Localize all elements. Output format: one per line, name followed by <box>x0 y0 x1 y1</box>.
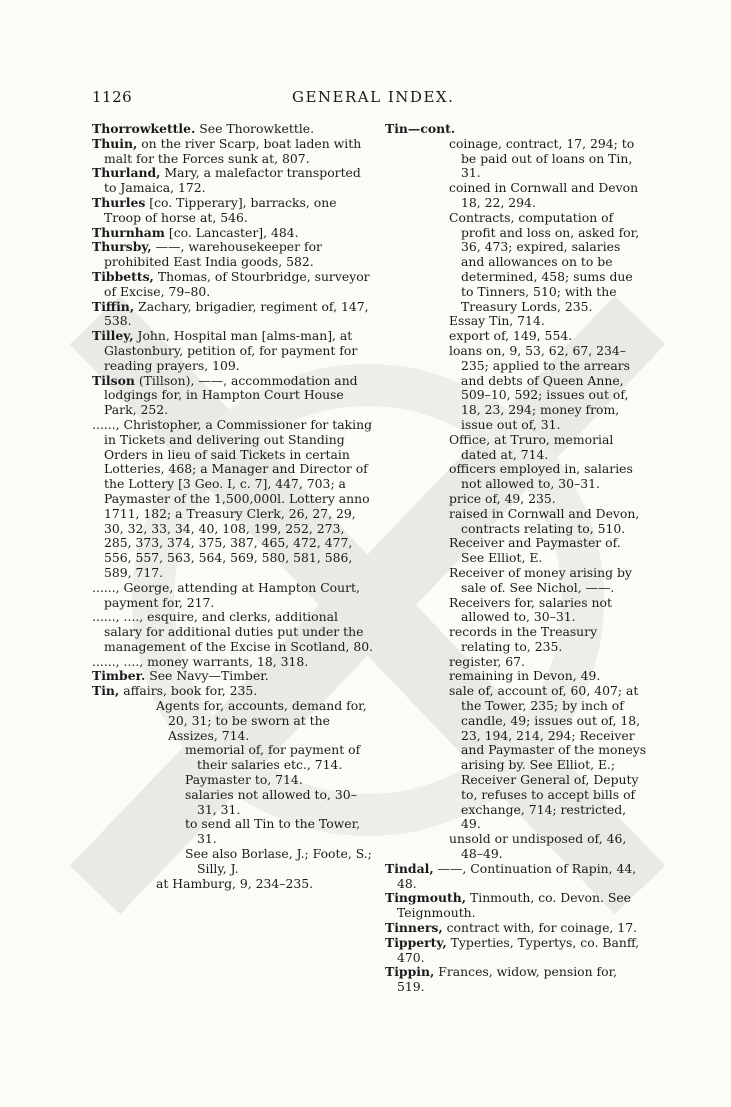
index-entry <box>92 610 375 654</box>
index-entry <box>92 581 375 611</box>
index-entry <box>92 329 375 373</box>
index-entry-text: price of, 49, 235. <box>449 490 556 506</box>
index-entry-text: ——, warehousekeeper for prohibited East India goods, 582. <box>104 239 322 270</box>
index-entry-text: records in the Treasury relating to, 235. <box>449 624 598 654</box>
index-entry-head: Thurles <box>92 194 146 210</box>
index-entry <box>385 862 647 892</box>
index-entry-text: ......, George, attending at Hampton Court, payment for, 217. <box>92 579 360 610</box>
index-entry-text: loans on, 9, 53, 62, 67, 234–235; applied to the arrears and debts of Queen Anne, 509–10, 592; issues out of, 18, 23, 294; money from, issue out of, 31. <box>449 342 630 432</box>
index-entry-head: Thurland, <box>92 165 161 181</box>
index-entry-text: John, Hospital man [alms-man], at Glastonbury, petition of, for payment for reading prayers, 109. <box>104 328 358 373</box>
index-entry-text: memorial of, for payment of their salaries etc., 714. <box>185 742 361 773</box>
index-entry <box>449 684 647 832</box>
index-entry-text: [co. Tipperary], barracks, one Troop of horse at, 546. <box>104 194 337 225</box>
index-entry <box>449 433 647 463</box>
index-entry <box>449 344 647 433</box>
index-entry-head: Thurnham <box>92 224 165 240</box>
index-column-right <box>385 122 647 995</box>
index-entry-text: to send all Tin to the Tower, 31. <box>185 816 361 847</box>
index-entry-text: export of, 149, 554. <box>449 328 573 344</box>
index-entry-text: ——, Continuation of Rapin, 44, 48. <box>397 860 637 891</box>
index-entry-text: See Thorowkettle. <box>195 121 315 136</box>
index-entry-text: sale of, account of, 60, 407; at the Tower, 235; by inch of candle, 49; issues out of, 18, 23, 194, 214, 294; Receiver and Paymaster of the moneys arising by. See Elliot, E.; Receiver General of, Deputy to, refuses to accept bills of exchange, 714; restricted, 49. <box>449 683 647 832</box>
index-entry-head: Thorrowkettle. <box>92 121 196 136</box>
index-column-left <box>92 122 375 891</box>
index-entry <box>449 314 647 329</box>
index-entry-text: contract with, for coinage, 17. <box>442 920 638 936</box>
index-entry-head: Tin, <box>92 683 120 699</box>
index-entry-text: Agents for, accounts, demand for, 20, 31; to be sworn at the Assizes, 714. <box>156 698 367 743</box>
index-entry-head: Tilley, <box>92 328 134 344</box>
index-entry-text: officers employed in, salaries not allowed to, 30–31. <box>449 461 633 492</box>
index-entry-text: coined in Cornwall and Devon 18, 22, 294. <box>449 180 639 210</box>
index-entry <box>92 137 375 167</box>
index-entry <box>185 788 375 818</box>
running-title: GENERAL INDEX. <box>292 88 455 106</box>
index-entry-head: Tilson <box>92 372 135 388</box>
index-entry <box>92 300 375 330</box>
index-entry-text: remaining in Devon, 49. <box>449 668 601 684</box>
index-entry <box>449 507 647 537</box>
index-entry-head: Timber. <box>92 668 146 684</box>
index-entry-text: Receiver of money arising by sale of. See Nichol, ——. <box>449 564 632 595</box>
index-entry <box>385 965 647 995</box>
index-entry <box>449 211 647 315</box>
index-entry-text: [co. Lancaster], 484. <box>164 224 299 240</box>
index-entry <box>449 669 647 684</box>
page-number: 1126 <box>92 88 133 106</box>
index-entry-text: (Tillson), ——, accommodation and lodgings for, in Hampton Court House Park, 252. <box>104 372 358 418</box>
index-entry <box>449 655 647 670</box>
index-entry-text: ......, Christopher, a Commissioner for taking in Tickets and delivering out Standing Orders in lieu of said Tickets in certain Lotteries, 468; a Manager and Director of the Lottery [3 Geo. I, c. 7], 447, 703; a Paymaster of the 1,500,000l. Lottery anno 1711, 182; a Treasury Clerk, 26, 27, 29, 30, 32, 33, 34, 40, 108, 199, 252, 273, 285, 373, 374, 375, 387, 465, 472, 477, 556, 557, 563, 564, 569, 580, 581, 586, 589, 717. <box>92 416 373 580</box>
index-entry <box>449 329 647 344</box>
index-entry-text: ......, ...., esquire, and clerks, additional salary for additional duties put under the management of the Excise in Scotland, 80. <box>92 609 374 654</box>
index-entry <box>92 122 375 137</box>
index-entry <box>449 832 647 862</box>
index-entry-head: Thursby, <box>92 239 152 255</box>
index-entry-text: Paymaster to, 714. <box>185 772 303 788</box>
index-entry-head: Tippin, <box>385 964 435 980</box>
index-entry-text: Receiver and Paymaster of. See Elliot, E. <box>449 535 621 566</box>
index-entry <box>92 655 375 670</box>
index-entry <box>92 166 375 196</box>
index-entry-head: Tin—cont. <box>385 121 456 136</box>
index-entry-text: Thomas, of Stourbridge, surveyor of Excise, 79–80. <box>104 268 370 299</box>
index-entry <box>92 374 375 418</box>
index-entry-text: Essay Tin, 714. <box>449 313 545 329</box>
index-entry <box>156 699 375 743</box>
index-entry <box>92 270 375 300</box>
index-entry-text: Office, at Truro, memorial dated at, 714. <box>449 431 614 462</box>
index-entry-text: at Hamburg, 9, 234–235. <box>156 875 314 891</box>
index-entry <box>449 181 647 211</box>
index-entry <box>92 196 375 226</box>
index-entry-head: Tibbetts, <box>92 268 154 284</box>
index-entry <box>156 877 375 892</box>
index-entry <box>385 891 647 921</box>
index-entry <box>449 137 647 181</box>
index-entry-text: register, 67. <box>449 653 525 669</box>
index-entry <box>185 817 375 847</box>
index-entry-text: Contracts, computation of profit and loss on, asked for, 36, 473; expired, salaries and allowances on to be determined, 458; sums due to Tinners, 510; with the Treasury Lords, 235. <box>449 209 640 314</box>
index-entry-text: affairs, book for, 235. <box>119 683 258 699</box>
index-entry-text: See Navy—Timber. <box>145 668 269 684</box>
index-entry-text: Mary, a malefactor transported to Jamaica, 172. <box>104 165 361 196</box>
index-entry-text: Receivers for, salaries not allowed to, 30–31. <box>449 594 612 625</box>
index-entry <box>92 226 375 241</box>
index-entry-text: ......, ...., money warrants, 18, 318. <box>92 653 309 669</box>
index-entry-text: coinage, contract, 17, 294; to be paid out of loans on Tin, 31. <box>449 135 635 181</box>
index-entry-head: Tindal, <box>385 860 434 876</box>
index-entry <box>449 492 647 507</box>
index-entry-head: Tingmouth, <box>385 890 467 906</box>
index-entry-text: salaries not allowed to, 30–31, 31. <box>185 786 357 817</box>
index-entry <box>449 462 647 492</box>
index-entry <box>185 743 375 773</box>
index-entry <box>449 536 647 566</box>
index-entry <box>385 122 647 137</box>
index-entry-text: on the river Scarp, boat laden with malt for the Forces sunk at, 807. <box>104 135 362 166</box>
index-entry-head: Tinners, <box>385 920 443 936</box>
index-entry <box>185 773 375 788</box>
index-entry <box>385 921 647 936</box>
index-entry <box>449 625 647 655</box>
index-entry <box>92 684 375 699</box>
index-entry-text: Typerties, Typertys, co. Banff, 470. <box>397 934 640 965</box>
index-entry <box>449 596 647 626</box>
index-entry-text: raised in Cornwall and Devon, contracts relating to, 510. <box>449 505 640 536</box>
index-entry-text: Frances, widow, pension for, 519. <box>397 964 618 995</box>
index-entry <box>385 936 647 966</box>
index-entry <box>92 669 375 684</box>
index-entry <box>449 566 647 596</box>
index-entry-head: Thuin, <box>92 135 138 151</box>
index-entry <box>185 847 375 877</box>
page-header <box>92 88 642 112</box>
index-entry-head: Tiffin, <box>92 298 135 314</box>
index-entry <box>92 418 375 581</box>
index-entry-head: Tipperty, <box>385 934 447 950</box>
index-entry-text: Zachary, brigadier, regiment of, 147, 538. <box>104 298 369 329</box>
index-entry-text: See also Borlase, J.; Foote, S.; Silly, J. <box>185 846 372 876</box>
index-entry <box>92 240 375 270</box>
index-entry-text: Tinmouth, co. Devon. See Teignmouth. <box>397 890 631 921</box>
index-entry-text: unsold or undisposed of, 46, 48–49. <box>449 831 627 862</box>
